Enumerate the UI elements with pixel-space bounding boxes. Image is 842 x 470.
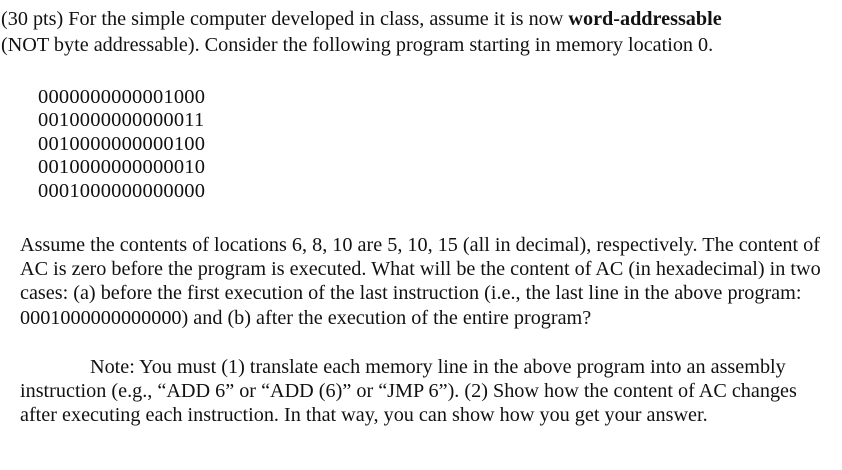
intro-text: (30 pts) For the simple computer developed in class, assume it is now [1, 8, 569, 30]
program-line: 0000000000001000 [38, 86, 206, 108]
program-line: 0001000000000000 [38, 179, 206, 202]
program-line: 0010000000000011 [38, 109, 205, 132]
note-paragraph: Note: You must (1) translate each memory line in the above program into an assembly instruction (e.g., “ADD 6” or “ADD (6)” or “JMP 6”). (2) Show how the content of AC changes after executing each instruction. In that way, you can show how you get your answer. [20, 356, 797, 427]
program-line: 0010000000000100 [38, 132, 206, 155]
question-paragraph: Assume the contents of locations 6, 8, 10 are 5, 10, 15 (all in decimal), respectively. The content of AC is zero before the program is executed. What will be the content of AC (in hexadecimal) in two cases: (a) before the first execution of the last instruction (i.e., the last line in the above program: 0001000000000000) and (b) after the execution of the entire program? [20, 234, 821, 329]
intro-text-continued: (NOT byte addressable). Consider the following program starting in memory location 0. [1, 34, 714, 56]
problem-intro [1, 6, 831, 58]
program-listing [38, 86, 205, 203]
program-line: 0010000000000010 [38, 156, 206, 179]
intro-bold-term: word-addressable [568, 8, 722, 30]
